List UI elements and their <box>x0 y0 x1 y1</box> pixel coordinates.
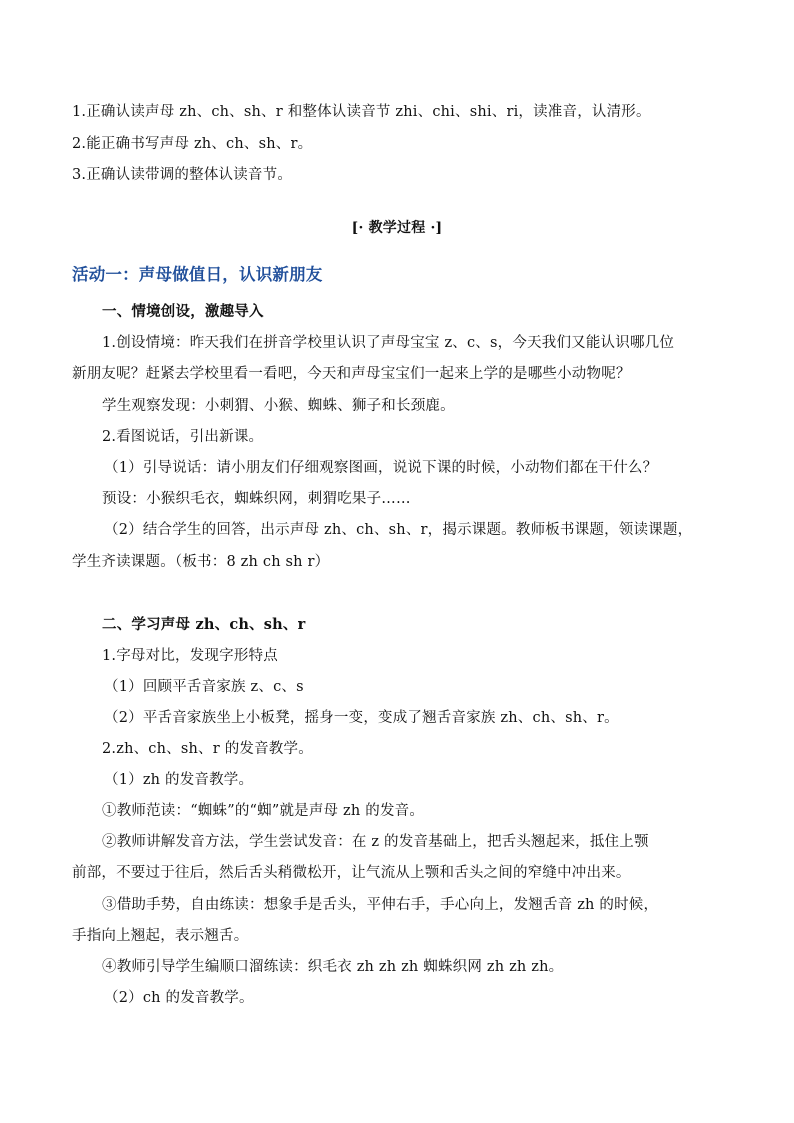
paragraph-line: ②教师讲解发音方法，学生尝试发音：在 z 的发音基础上，把舌头翘起来，抵住上颚 <box>102 834 649 850</box>
paragraph-line: 2.看图说话，引出新课。 <box>102 429 264 445</box>
section-2-title: 二、学习声母 zh、ch、sh、r <box>102 616 306 633</box>
paragraph-line: 前部，不要过于往后，然后舌头稍微松开，让气流从上颚和舌头之间的窄缝中冲出来。 <box>72 865 631 881</box>
objective-2: 2.能正确书写声母 zh、ch、sh、r。 <box>72 136 313 152</box>
activity-1-title: 活动一：声母做值日，认识新朋友 <box>72 265 323 284</box>
paragraph-line: 学生齐读课题。（板书：8 zh ch sh r） <box>72 554 330 570</box>
paragraph-line: 1.字母对比，发现字形特点 <box>102 648 278 664</box>
paragraph-line: ④教师引导学生编顺口溜练读：织毛衣 zh zh zh 蜘蛛织网 zh zh zh。 <box>102 959 564 975</box>
paragraph-line: （1）回顾平舌音家族 z、c、s <box>104 679 304 695</box>
paragraph-line: 手指向上翘起，表示翘舌。 <box>72 928 249 944</box>
objective-1: 1.正确认读声母 zh、ch、sh、r 和整体认读音节 zhi、chi、shi、ri，读准音，认清形。 <box>72 104 651 120</box>
objective-3: 3.正确认读带调的整体认读音节。 <box>72 167 293 183</box>
paragraph-line: （2）结合学生的回答，出示声母 zh、ch、sh、r，揭示课题。教师板书课题，领读课题， <box>104 522 693 538</box>
paragraph-line: （2）ch 的发音教学。 <box>104 990 254 1006</box>
paragraph-line: 学生观察发现：小刺猬、小猴、蜘蛛、狮子和长颈鹿。 <box>102 398 455 414</box>
paragraph-line: （2）平舌音家族坐上小板凳，摇身一变，变成了翘舌音家族 zh、ch、sh、r。 <box>104 710 619 726</box>
paragraph-line: （1）zh 的发音教学。 <box>104 772 254 788</box>
paragraph-line: ③借助手势，自由练读：想象手是舌头，平伸右手，手心向上，发翘舌音 zh 的时候， <box>102 897 659 913</box>
section-1-title: 一、情境创设，激趣导入 <box>102 303 264 320</box>
paragraph-line: （1）引导说话：请小朋友们仔细观察图画，说说下课的时候，小动物们都在干什么？ <box>104 460 658 476</box>
paragraph-line: 1.创设情境：昨天我们在拼音学校里认识了声母宝宝 z、c、s，今天我们又能认识哪几位 <box>102 335 675 351</box>
paragraph-line: 预设：小猴织毛衣，蜘蛛织网，刺猬吃果子…… <box>102 491 411 507</box>
paragraph-line: ①教师范读：“蜘蛛”的“蜘”就是声母 zh 的发音。 <box>102 803 425 819</box>
process-heading: [· 教学过程 ·] <box>351 220 443 236</box>
paragraph-line: 新朋友呢？赶紧去学校里看一看吧，今天和声母宝宝们一起来上学的是哪些小动物呢？ <box>72 366 631 382</box>
paragraph-line: 2.zh、ch、sh、r 的发音教学。 <box>102 741 313 757</box>
